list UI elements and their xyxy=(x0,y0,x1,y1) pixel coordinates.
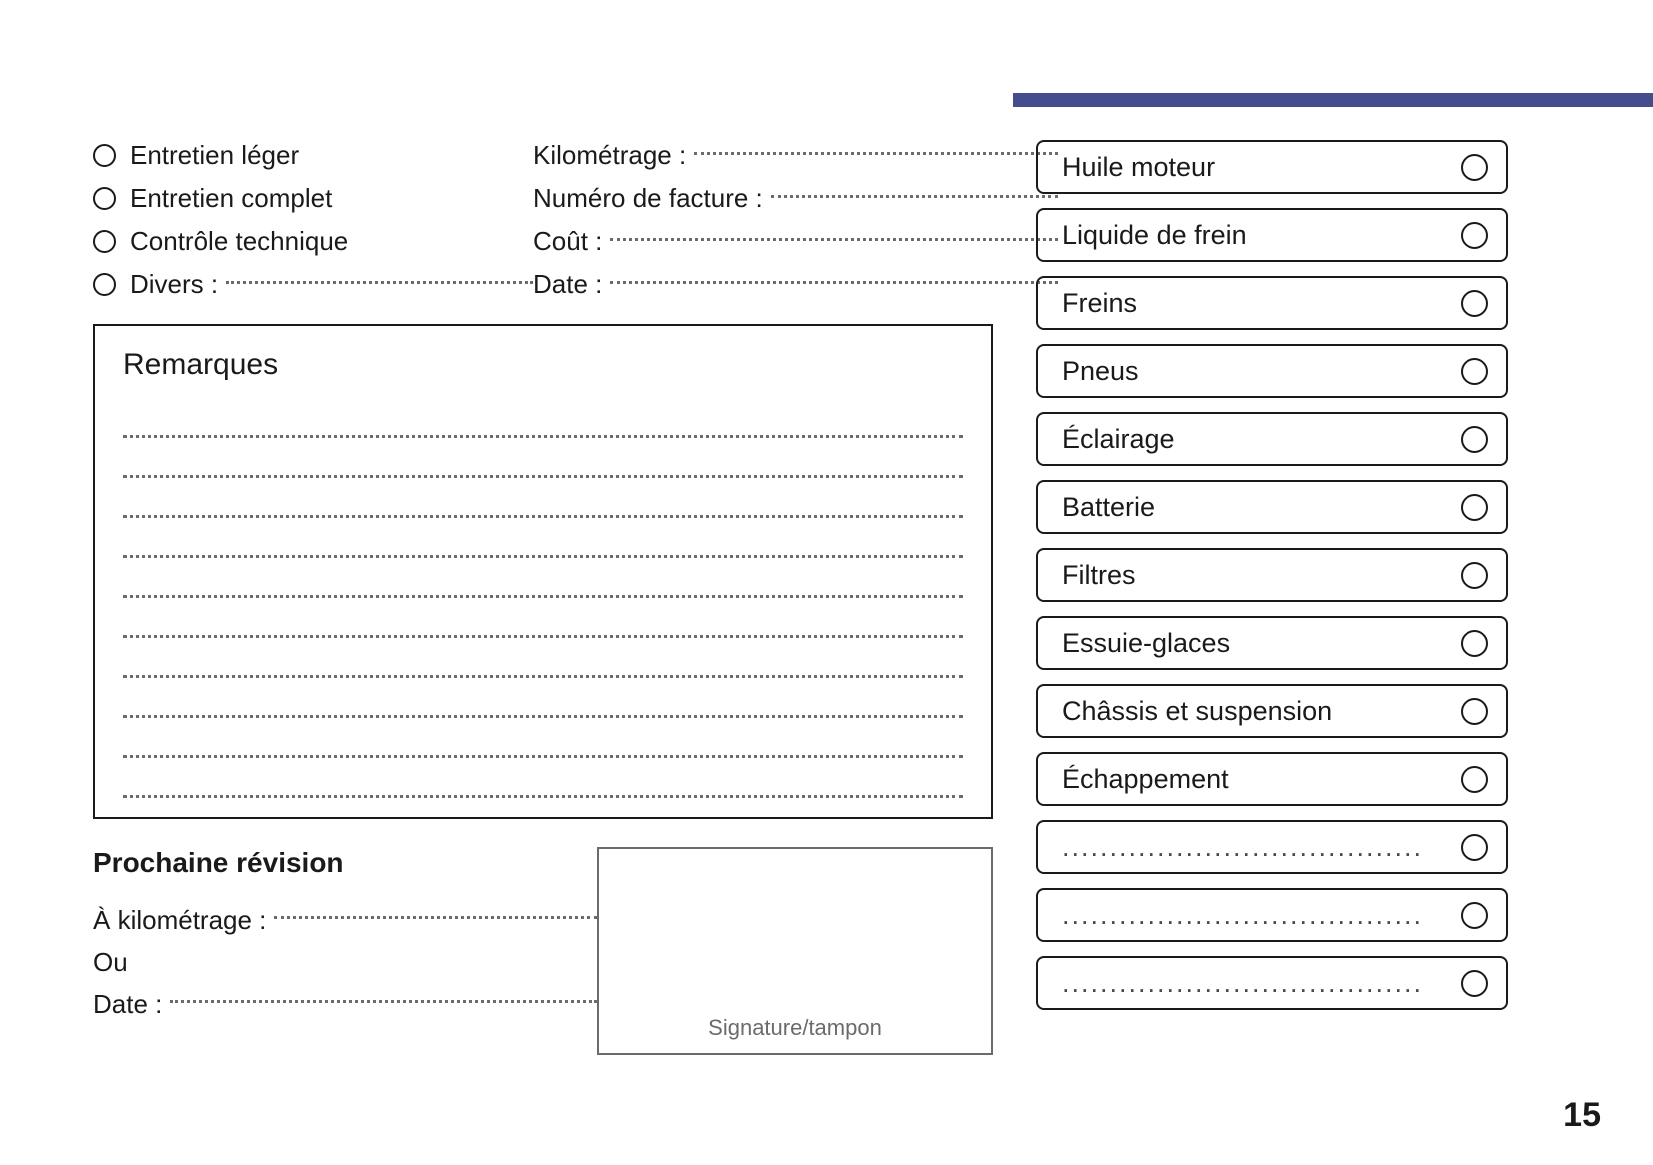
checkbox-circle-icon[interactable] xyxy=(93,144,116,167)
checklist-item-label: Échappement xyxy=(1062,763,1229,794)
next-revision-block xyxy=(93,847,597,1055)
next-revision-date-input-line[interactable] xyxy=(170,1000,597,1003)
header-accent-bar xyxy=(1013,93,1653,107)
cost-input-line[interactable] xyxy=(610,238,1058,241)
checklist-item-freins[interactable] xyxy=(1036,276,1508,330)
service-type-label: Divers : xyxy=(130,269,219,299)
checklist-item-essuie-glaces[interactable] xyxy=(1036,616,1508,670)
remarks-line[interactable] xyxy=(123,558,963,598)
left-column xyxy=(93,132,1058,1055)
checklist-item-label: Batterie xyxy=(1062,491,1156,522)
divers-input-line[interactable] xyxy=(226,281,533,284)
checklist-item-label: Huile moteur xyxy=(1062,151,1216,182)
checkbox-circle-icon[interactable] xyxy=(1461,358,1488,385)
checklist-item-label: Châssis et suspension xyxy=(1062,695,1333,726)
page-number: 15 xyxy=(1563,1096,1601,1134)
field-label: Kilométrage : xyxy=(533,140,687,170)
checklist-item-huile-moteur[interactable] xyxy=(1036,140,1508,194)
remarks-line[interactable] xyxy=(123,718,963,758)
checklist-item-blank-1[interactable] xyxy=(1036,820,1508,874)
checkbox-circle-icon[interactable] xyxy=(1461,426,1488,453)
bottom-section xyxy=(93,847,993,1055)
next-revision-date-row xyxy=(93,983,597,1025)
next-revision-mileage-input-line[interactable] xyxy=(274,916,597,919)
checklist-item-eclairage[interactable] xyxy=(1036,412,1508,466)
remarks-box[interactable] xyxy=(93,324,993,819)
checkbox-circle-icon[interactable] xyxy=(1461,902,1488,929)
checklist-item-label: Éclairage xyxy=(1062,423,1175,454)
remarks-line[interactable] xyxy=(123,438,963,478)
checkbox-circle-icon[interactable] xyxy=(1461,630,1488,657)
invoice-field-row xyxy=(533,263,1058,306)
remarks-title: Remarques xyxy=(123,348,279,381)
service-type-label: Contrôle technique xyxy=(130,226,349,256)
service-type-row[interactable] xyxy=(93,220,533,263)
checklist-item-batterie[interactable] xyxy=(1036,480,1508,534)
service-type-label: Entretien complet xyxy=(130,183,333,213)
next-revision-date-label: Date : xyxy=(93,988,163,1019)
checklist-item-blank-line[interactable]: ...................................... xyxy=(1062,967,1424,998)
checklist-item-liquide-de-frein[interactable] xyxy=(1036,208,1508,262)
invoice-number-input-line[interactable] xyxy=(771,195,1058,198)
checklist-item-label: Pneus xyxy=(1062,355,1139,386)
invoice-field-row xyxy=(533,134,1058,177)
checkbox-circle-icon[interactable] xyxy=(1461,222,1488,249)
remarks-line[interactable] xyxy=(123,598,963,638)
checklist-item-label: Filtres xyxy=(1062,559,1136,590)
service-type-list xyxy=(93,132,533,306)
service-type-label: Entretien léger xyxy=(130,140,300,170)
service-type-row[interactable] xyxy=(93,263,533,306)
remarks-line[interactable] xyxy=(123,518,963,558)
checkbox-circle-icon[interactable] xyxy=(1461,562,1488,589)
checkbox-circle-icon[interactable] xyxy=(1461,494,1488,521)
service-type-row[interactable] xyxy=(93,177,533,220)
checkbox-circle-icon[interactable] xyxy=(1461,970,1488,997)
top-section xyxy=(93,132,1058,306)
checklist-item-blank-2[interactable] xyxy=(1036,888,1508,942)
signature-caption: Signature/tampon xyxy=(708,1015,882,1040)
checklist-column xyxy=(1036,140,1508,1024)
checkbox-circle-icon[interactable] xyxy=(1461,834,1488,861)
checklist-item-chassis-et-suspension[interactable] xyxy=(1036,684,1508,738)
signature-box[interactable] xyxy=(597,847,993,1055)
field-label: Numéro de facture : xyxy=(533,183,763,213)
remarks-line[interactable] xyxy=(123,478,963,518)
checklist-item-blank-3[interactable] xyxy=(1036,956,1508,1010)
date-input-line[interactable] xyxy=(610,281,1058,284)
checklist-item-echappement[interactable] xyxy=(1036,752,1508,806)
checkbox-circle-icon[interactable] xyxy=(1461,154,1488,181)
checklist-item-blank-line[interactable]: ...................................... xyxy=(1062,831,1424,862)
service-type-row[interactable] xyxy=(93,134,533,177)
field-label: Coût : xyxy=(533,226,603,256)
next-revision-mileage-row xyxy=(93,899,597,941)
checkbox-circle-icon[interactable] xyxy=(1461,698,1488,725)
checkbox-circle-icon[interactable] xyxy=(93,273,116,296)
checkbox-circle-icon[interactable] xyxy=(93,187,116,210)
checklist-item-label: Freins xyxy=(1062,287,1138,318)
next-revision-title: Prochaine révision xyxy=(93,847,344,878)
next-revision-or-label: Ou xyxy=(93,946,128,977)
checklist-item-filtres[interactable] xyxy=(1036,548,1508,602)
remarks-line[interactable] xyxy=(123,638,963,678)
next-revision-or-row xyxy=(93,941,597,983)
field-label: Date : xyxy=(533,269,603,299)
invoice-field-row xyxy=(533,220,1058,263)
checklist-item-label: Liquide de frein xyxy=(1062,219,1247,250)
mileage-input-line[interactable] xyxy=(694,152,1058,155)
remarks-line[interactable] xyxy=(123,678,963,718)
checklist-item-label: Essuie-glaces xyxy=(1062,627,1231,658)
remarks-line[interactable] xyxy=(123,758,963,798)
invoice-field-row xyxy=(533,177,1058,220)
checklist-item-blank-line[interactable]: ...................................... xyxy=(1062,899,1424,930)
next-revision-mileage-label: À kilométrage : xyxy=(93,904,267,935)
remarks-line[interactable] xyxy=(123,398,963,438)
checkbox-circle-icon[interactable] xyxy=(1461,766,1488,793)
checkbox-circle-icon[interactable] xyxy=(1461,290,1488,317)
invoice-field-list xyxy=(533,132,1058,306)
checklist-item-pneus[interactable] xyxy=(1036,344,1508,398)
checkbox-circle-icon[interactable] xyxy=(93,230,116,253)
